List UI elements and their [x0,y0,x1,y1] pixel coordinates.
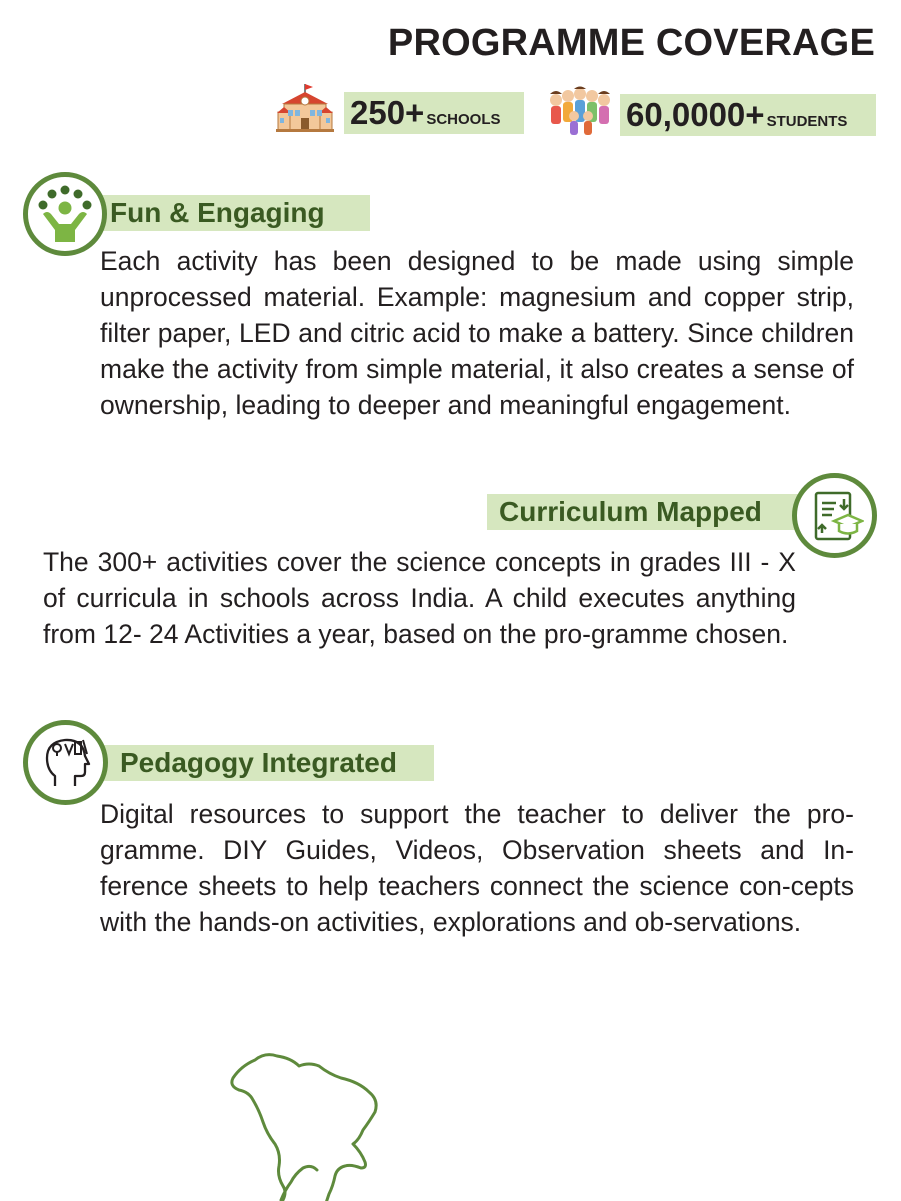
india-map-outline [225,1050,415,1201]
students-count: 60,0000+ [626,96,765,133]
students-label: STUDENTS [766,113,848,130]
head-ideas-icon [23,720,108,805]
schools-count: 250+ [350,94,425,131]
fun-engaging-text: Each activity has been designed to be made using simple unprocessed material. Example: magnesium and copper strip, filter paper, LED and citric acid to make a battery. Since children make the activity from simple material, it also creates a sense of ownership, leading to deeper and meaningful engagement. [100,246,854,420]
children-group-icon [546,86,614,142]
cheering-person-icon [23,172,107,256]
curriculum-document-icon [792,473,877,558]
pedagogy-integrated-text: Digital resources to support the teacher to deliver the pro-gramme. DIY Guides, Videos, Observation sheets and In-ference sheets to help teachers connect the science con-cepts with the hands-on activities, explorations and ob-servations. [100,799,854,937]
schools-stat [344,92,524,134]
students-stat [620,94,876,136]
pedagogy-integrated-heading: Pedagogy Integrated [80,745,434,781]
page-title: PROGRAMME COVERAGE [387,22,875,64]
fun-engaging-heading: Fun & Engaging [70,195,370,231]
school-building-icon [276,82,334,134]
schools-label: SCHOOLS [426,111,501,128]
curriculum-mapped-text: The 300+ activities cover the science concepts in grades III - X of curricula in schools across India. A child executes anything from 12- 24 Activities a year, based on the pro-gramme chosen. [43,547,796,649]
curriculum-mapped-heading: Curriculum Mapped [487,494,809,530]
